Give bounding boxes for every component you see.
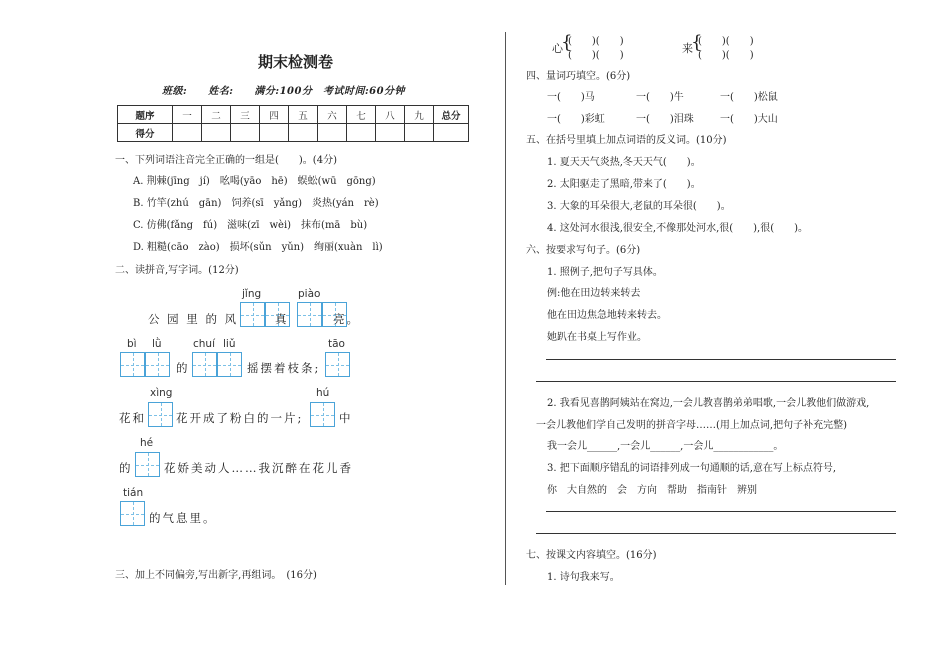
answer-line[interactable] [536,533,896,534]
table-score-label: 得分 [118,124,173,142]
q2-text: 花和 [119,411,146,425]
table-column: 四 [260,106,289,124]
table-column: 三 [231,106,260,124]
q6-example2: 他在田边焦急地转来转去。 [547,310,667,321]
answer-line[interactable] [546,511,896,512]
table-column: 一 [173,106,202,124]
table-column: 七 [347,106,376,124]
writing-box[interactable] [135,452,160,477]
table-column: 二 [202,106,231,124]
writing-box[interactable] [310,402,335,427]
score-cell[interactable] [405,124,434,142]
q2-stem: 二、读拼音,写字词。(12分) [115,265,239,276]
radical-blank: ( )( ) [698,36,754,47]
table-column: 六 [318,106,347,124]
pinyin: piào [298,288,321,300]
q5-item: 4. 这处河水很浅,很安全,不像那处河水,很( ),很( )。 [547,223,809,234]
q6-example1: 例:他在田边转来转去 [547,288,641,299]
q5-item: 1. 夏天天气炎热,冬天天气( )。 [547,157,701,168]
writing-box[interactable] [120,501,145,526]
pinyin: bì [127,338,137,350]
writing-box[interactable] [120,352,145,377]
table-column: 总分 [434,106,469,124]
exam-info: 班级: 姓名: 满分:100分 考试时间:60分钟 [162,86,406,97]
q3-stem: 三、加上不同偏旁,写出新字,再组词。 (16分) [115,570,317,581]
writing-box[interactable] [148,402,173,427]
q4-stem: 四、量词巧填空。(6分) [526,71,631,82]
q6-s2c: 我一会儿______,一会儿______,一会儿____________。 [547,441,784,452]
writing-box[interactable] [240,302,265,327]
q7-s1: 1. 诗句我来写。 [547,572,620,583]
q6-task1: 她趴在书桌上写作业。 [547,332,647,343]
pinyin: hé [140,437,154,449]
pinyin: lǜ [152,338,162,350]
pinyin: liǔ [223,338,236,350]
pinyin: chuí [193,338,215,350]
score-table [117,105,469,142]
writing-box[interactable] [192,352,217,377]
q2-text: 亮。 [333,312,360,326]
answer-line[interactable] [546,359,896,360]
q2-text: 花娇美动人……我沉醉在花儿香 [164,461,353,475]
q4-item: 一( )牛 [636,92,684,103]
radical-blank: ( )( ) [698,50,754,61]
score-cell[interactable] [289,124,318,142]
score-cell[interactable] [318,124,347,142]
pinyin: tián [123,487,144,499]
q2-text: 摇摆着枝条; [247,361,321,375]
table-column: 五 [289,106,318,124]
q5-stem: 五、在括号里填上加点词语的反义词。(10分) [526,135,727,146]
q4-item: 一( )大山 [720,114,778,125]
q4-item: 一( )松鼠 [720,92,778,103]
q6-s2b: 一会儿教他们学自己发明的拼音字母……(用上加点词,把句子补充完整) [536,420,847,431]
q6-s3: 3. 把下面顺序错乱的词语排列成一句通顺的话,意在写上标点符号, [547,463,837,474]
page-title: 期末检测卷 [258,53,334,71]
q5-item: 3. 大象的耳朵很大,老鼠的耳朵很( )。 [547,201,731,212]
q7-stem: 七、按课文内容填空。(16分) [526,550,657,561]
q2-text: 中 [339,411,353,425]
q2-text: 花开成了粉白的一片; [176,411,304,425]
q2-text: 公 园 里 的 风 [148,312,239,326]
q1-option-d: D. 粗糙(cāo zào) 损坏(sǔn yǔn) 绚丽(xuàn lì) [133,242,383,253]
writing-box[interactable] [297,302,322,327]
q4-item: 一( )马 [547,92,595,103]
q1-option-a: A. 荆棘(jīng jí) 吆喝(yāo hē) 蜈蚣(wū gōng) [133,176,376,187]
radical-blank: ( )( ) [568,50,624,61]
q2-text: 真 [275,312,289,326]
q5-item: 2. 太阳驱走了黑暗,带来了( )。 [547,179,701,190]
q4-item: 一( )彩虹 [547,114,605,125]
radical-char: 来 [682,42,693,55]
score-cell[interactable] [434,124,469,142]
score-cell[interactable] [347,124,376,142]
writing-box[interactable] [217,352,242,377]
score-cell[interactable] [202,124,231,142]
table-column: 八 [376,106,405,124]
score-cell[interactable] [376,124,405,142]
score-cell[interactable] [260,124,289,142]
q2-text: 的气息里。 [149,511,217,525]
table-column: 九 [405,106,434,124]
brace-icon: { [691,32,703,53]
q1-option-c: C. 仿佛(fǎng fú) 滋味(zī wèi) 抹布(mā bù) [133,220,368,231]
table-row [118,124,469,142]
q1-stem: 一、下列词语注音完全正确的一组是( )。(4分) [115,155,337,166]
score-cell[interactable] [231,124,260,142]
radical-blank: ( )( ) [568,36,624,47]
column-divider [505,32,506,585]
score-cell[interactable] [173,124,202,142]
pinyin: tāo [328,338,345,350]
writing-box[interactable] [325,352,350,377]
q2-text: 的 [176,361,190,375]
q4-item: 一( )泪珠 [636,114,694,125]
brace-icon: { [561,32,573,53]
pinyin: xìng [150,387,173,399]
table-header-label: 题序 [118,106,173,124]
pinyin: jǐng [242,288,262,300]
radical-char: 心 [552,42,563,55]
writing-box[interactable] [145,352,170,377]
q1-option-b: B. 竹竿(zhú gān) 饲养(sī yǎng) 炎热(yán rè) [133,198,379,209]
pinyin: hú [316,387,330,399]
table-row [118,106,469,124]
q6-s2a: 2. 我看见喜鹊阿姨站在窝边,一会儿教喜鹊弟弟唱歌,一会儿教他们做游戏, [547,398,870,409]
q6-s3-words: 你 大自然的 会 方向 帮助 指南针 辨别 [547,485,757,496]
q6-s1: 1. 照例子,把句子写具体。 [547,267,663,278]
q6-stem: 六、按要求写句子。(6分) [526,245,641,256]
q2-text: 的 [119,461,133,475]
answer-line[interactable] [536,381,896,382]
